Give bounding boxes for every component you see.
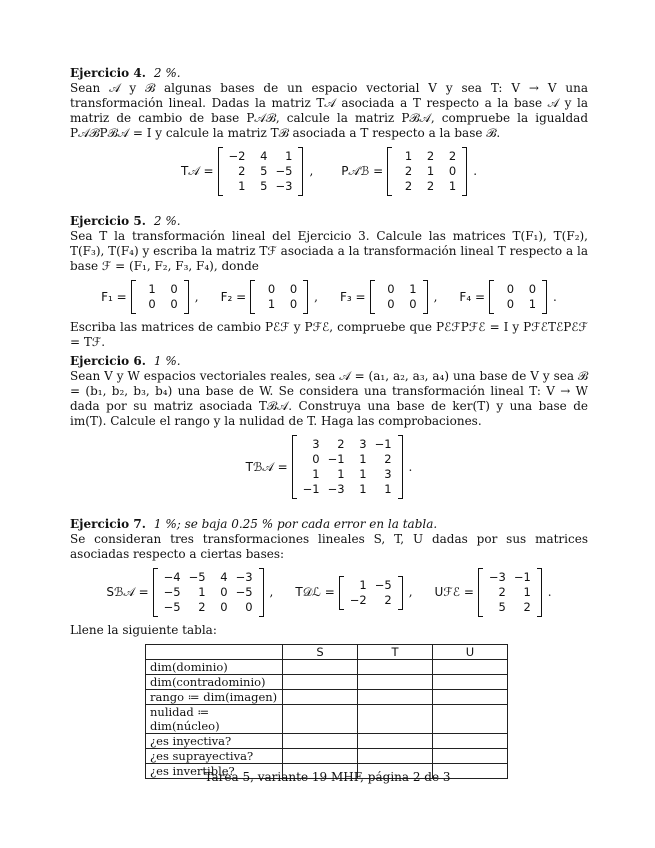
matrix-cell: 2 — [426, 149, 435, 163]
matrix-f3 — [370, 280, 428, 314]
matrix-cell: 1 — [148, 282, 156, 296]
exercise-5-equations: F₁ = 1 0 0 0 , F₂ = 0 0 1 0 , F₃ = 0 1 0 0 , F₄ = 0 0 0 1 . — [70, 280, 588, 314]
matrix-cell: 2 — [384, 452, 392, 466]
matrix-p-ab — [387, 147, 467, 196]
matrix-cell: 1 — [312, 467, 320, 481]
matrix-cell: 0 — [506, 297, 515, 311]
row-label: dim(dominio) — [146, 660, 283, 675]
answer-table-header — [146, 645, 508, 660]
matrix-cell: −5 — [275, 164, 293, 178]
matrix-cell: −1 — [513, 570, 531, 584]
matrix-cell: 5 — [260, 179, 268, 193]
matrix-cell: 0 — [312, 452, 320, 466]
exercise-4 — [70, 66, 588, 196]
matrix-cell: −1 — [374, 437, 392, 451]
answer-cell[interactable] — [433, 675, 508, 690]
exercise-7 — [70, 517, 588, 779]
matrix-cell: 1 — [448, 179, 457, 193]
matrix-label: Sℬ𝒜 = — [106, 585, 149, 599]
answer-cell[interactable] — [358, 734, 433, 749]
matrix-label: T𝒜 = — [180, 164, 214, 178]
table-row — [146, 690, 508, 705]
exercise-6-heading: Ejercicio 6. — [70, 354, 146, 368]
matrix-cell: 1 — [409, 282, 417, 296]
matrix-cell: 1 — [337, 467, 345, 481]
matrix-cell: 1 — [267, 297, 276, 311]
table-row — [146, 749, 508, 764]
matrix-cell: 2 — [426, 179, 435, 193]
matrix-f1 — [131, 280, 189, 314]
matrix-cell: 3 — [384, 467, 392, 481]
matrix-cell: 2 — [238, 164, 246, 178]
matrix-s — [153, 568, 264, 617]
matrix-cell: 1 — [285, 149, 293, 163]
exercise-6-percent: 1 %. — [153, 354, 181, 368]
matrix-cell: 0 — [409, 297, 417, 311]
exercise-5-text: Sea T la transformación lineal del Ejercicio 3. Calcule las matrices T(F₁), T(F₂), T(F₃), T(F₄) y escriba la matriz Tℱ asociada a la transformación lineal T respecto a la base ℱ = (F₁, F₂, F₃, F₄), donde — [70, 229, 588, 273]
answer-cell[interactable] — [283, 705, 358, 734]
matrix-label: F₂ = — [220, 289, 247, 304]
matrix-cell: −3 — [275, 179, 293, 193]
matrix-cell: −3 — [235, 570, 253, 584]
answer-cell[interactable] — [283, 675, 358, 690]
matrix-cell: 1 — [384, 482, 392, 496]
matrix-label: F₃ = — [340, 289, 366, 304]
exercise-6 — [70, 354, 588, 499]
matrix-cell: 1 — [359, 482, 367, 496]
answer-cell[interactable] — [358, 675, 433, 690]
matrix-cell: −4 — [163, 570, 181, 584]
table-row — [146, 705, 508, 734]
exercise-4-equations: T𝒜 = −2 4 1 2 5 −5 1 5 −3 , P𝒜ℬ = 1 2 2 2 1 0 2 2 1 . — [70, 147, 588, 196]
row-label: dim(contradominio) — [146, 675, 283, 690]
matrix-label: F₄ = — [459, 289, 486, 304]
exercise-6-equations: Tℬ𝒜 = 3 2 3 −1 0 −1 1 2 1 1 1 3 −1 −3 1 1 . — [70, 435, 588, 499]
matrix-cell: −3 — [488, 570, 506, 584]
matrix-cell: 0 — [267, 282, 276, 296]
table-row — [146, 734, 508, 749]
column-header: S — [283, 645, 358, 660]
answer-cell[interactable] — [283, 660, 358, 675]
matrix-cell: 1 — [426, 164, 435, 178]
matrix-cell: −5 — [235, 585, 253, 599]
answer-table — [145, 644, 508, 779]
matrix-cell: 2 — [498, 585, 506, 599]
exercise-6-text: Sean V y W espacios vectoriales reales, sea 𝒜 = (a₁, a₂, a₃, a₄) una base de V y sea ℬ = (b₁, b₂, b₃, b₄) una base de W. Se considera una transformación lineal T: V → W dada por su matriz asociada Tℬ𝒜. Construya una base de ker(T) y una base de im(T). Calcule el rango y la nulidad de T. Haga las comprobaciones. — [70, 369, 588, 428]
row-label: ¿es suprayectiva? — [146, 749, 283, 764]
matrix-cell: 0 — [506, 282, 515, 296]
matrix-cell: 2 — [523, 600, 531, 614]
matrix-cell: 0 — [448, 164, 457, 178]
exercise-7-heading: Ejercicio 7. — [70, 517, 146, 531]
exercise-7-fill: Llene la siguiente tabla: — [70, 623, 217, 637]
row-label: ¿es inyectiva? — [146, 734, 283, 749]
matrix-cell: −5 — [163, 600, 181, 614]
answer-cell[interactable] — [283, 734, 358, 749]
answer-cell[interactable] — [283, 749, 358, 764]
exercise-7-percent: 1 %; se baja 0.25 % por cada error en la tabla. — [153, 517, 438, 531]
matrix-cell: 3 — [359, 437, 367, 451]
matrix-cell: 5 — [498, 600, 506, 614]
matrix-u — [478, 568, 542, 617]
matrix-f4 — [489, 280, 547, 314]
answer-cell[interactable] — [358, 690, 433, 705]
exercise-5 — [70, 214, 588, 350]
matrix-cell: −1 — [302, 482, 320, 496]
matrix-cell: 5 — [260, 164, 268, 178]
matrix-cell: 0 — [170, 297, 178, 311]
answer-cell[interactable] — [358, 749, 433, 764]
matrix-cell: 0 — [245, 600, 253, 614]
page-body — [70, 66, 588, 779]
answer-cell[interactable] — [283, 690, 358, 705]
answer-cell[interactable] — [433, 690, 508, 705]
matrix-cell: −5 — [188, 570, 206, 584]
row-label: ¿es invertible? — [146, 764, 283, 779]
page-footer: Tarea 5, variante 19 MHF, página 2 de 3 — [204, 770, 451, 784]
matrix-cell: 4 — [220, 570, 228, 584]
matrix-cell: 1 — [528, 297, 537, 311]
matrix-cell: 1 — [404, 149, 413, 163]
column-header: T — [358, 645, 433, 660]
matrix-cell: −5 — [163, 585, 181, 599]
table-row — [146, 660, 508, 675]
matrix-t-a — [218, 147, 304, 196]
matrix-cell: 0 — [220, 600, 228, 614]
exercise-4-percent: 2 %. — [153, 66, 181, 80]
matrix-cell: 0 — [148, 297, 156, 311]
matrix-cell: 2 — [337, 437, 345, 451]
matrix-cell: −2 — [228, 149, 246, 163]
matrix-cell: 4 — [260, 149, 268, 163]
matrix-cell: −2 — [349, 592, 367, 607]
exercise-4-text: Sean 𝒜 y ℬ algunas bases de un espacio vectorial V y sea T: V → V una transformación lineal. Dadas la matriz T𝒜 asociada a T respecto a la base 𝒜 y la matriz de cambio de base P𝒜ℬ, calcule la matriz Pℬ𝒜, compruebe la igualdad P𝒜ℬPℬ𝒜 = I y calcule la matriz Tℬ asociada a T respecto a la base ℬ. — [70, 81, 588, 140]
matrix-cell: 1 — [359, 452, 367, 466]
matrix-cell: 1 — [359, 467, 367, 481]
matrix-cell: 1 — [238, 179, 246, 193]
column-header: U — [433, 645, 508, 660]
table-row — [146, 675, 508, 690]
matrix-label: Tℬ𝒜 = — [245, 459, 288, 474]
answer-cell[interactable] — [433, 705, 508, 734]
matrix-cell: −1 — [327, 452, 345, 466]
exercise-7-equations: Sℬ𝒜 = −4 −5 4 −3 −5 1 0 −5 −5 2 0 0 , T𝒟ℒ = 1 −5 −2 2 , Uℱℰ = −3 −1 2 1 5 2 . — [70, 568, 588, 617]
answer-cell[interactable] — [433, 749, 508, 764]
matrix-t — [339, 576, 403, 610]
matrix-label: T𝒟ℒ = — [295, 585, 335, 599]
matrix-cell: 2 — [448, 149, 457, 163]
matrix-cell: 1 — [359, 577, 367, 592]
matrix-cell: 0 — [289, 297, 298, 311]
answer-cell[interactable] — [433, 660, 508, 675]
matrix-cell: 0 — [170, 282, 178, 296]
answer-cell[interactable] — [358, 705, 433, 734]
exercise-5-after: Escriba las matrices de cambio Pℰℱ y Pℱℰ, compruebe que PℰℱPℱℰ = I y PℱℰTℰPℰℱ = Tℱ. — [70, 320, 588, 349]
row-label: rango ≔ dim(imagen) — [146, 690, 283, 705]
matrix-f2 — [250, 280, 308, 314]
matrix-cell: 2 — [404, 179, 413, 193]
row-label: nulidad ≔ dim(núcleo) — [146, 705, 283, 734]
matrix-cell: 1 — [523, 585, 531, 599]
matrix-label: P𝒜ℬ = — [341, 164, 384, 178]
matrix-cell: 0 — [387, 297, 395, 311]
matrix-cell: 0 — [528, 282, 537, 296]
matrix-cell: −5 — [374, 577, 392, 592]
matrix-cell: −3 — [327, 482, 345, 496]
answer-cell[interactable] — [358, 660, 433, 675]
matrix-cell: 1 — [198, 585, 206, 599]
matrix-cell: 2 — [404, 164, 413, 178]
matrix-cell: 2 — [198, 600, 206, 614]
matrix-cell: 2 — [384, 592, 392, 607]
exercise-5-heading: Ejercicio 5. — [70, 214, 146, 228]
matrix-t-ba — [292, 435, 403, 499]
matrix-cell: 3 — [312, 437, 320, 451]
exercise-4-heading: Ejercicio 4. — [70, 66, 146, 80]
matrix-label: Uℱℰ = — [434, 585, 474, 599]
matrix-cell: 0 — [387, 282, 395, 296]
exercise-5-percent: 2 %. — [153, 214, 181, 228]
matrix-cell: 0 — [220, 585, 228, 599]
answer-cell[interactable] — [433, 734, 508, 749]
matrix-cell: 0 — [289, 282, 298, 296]
matrix-label: F₁ = — [101, 289, 127, 304]
exercise-7-text: Se consideran tres transformaciones lineales S, T, U dadas por sus matrices asociadas respecto a ciertas bases: — [70, 532, 588, 561]
